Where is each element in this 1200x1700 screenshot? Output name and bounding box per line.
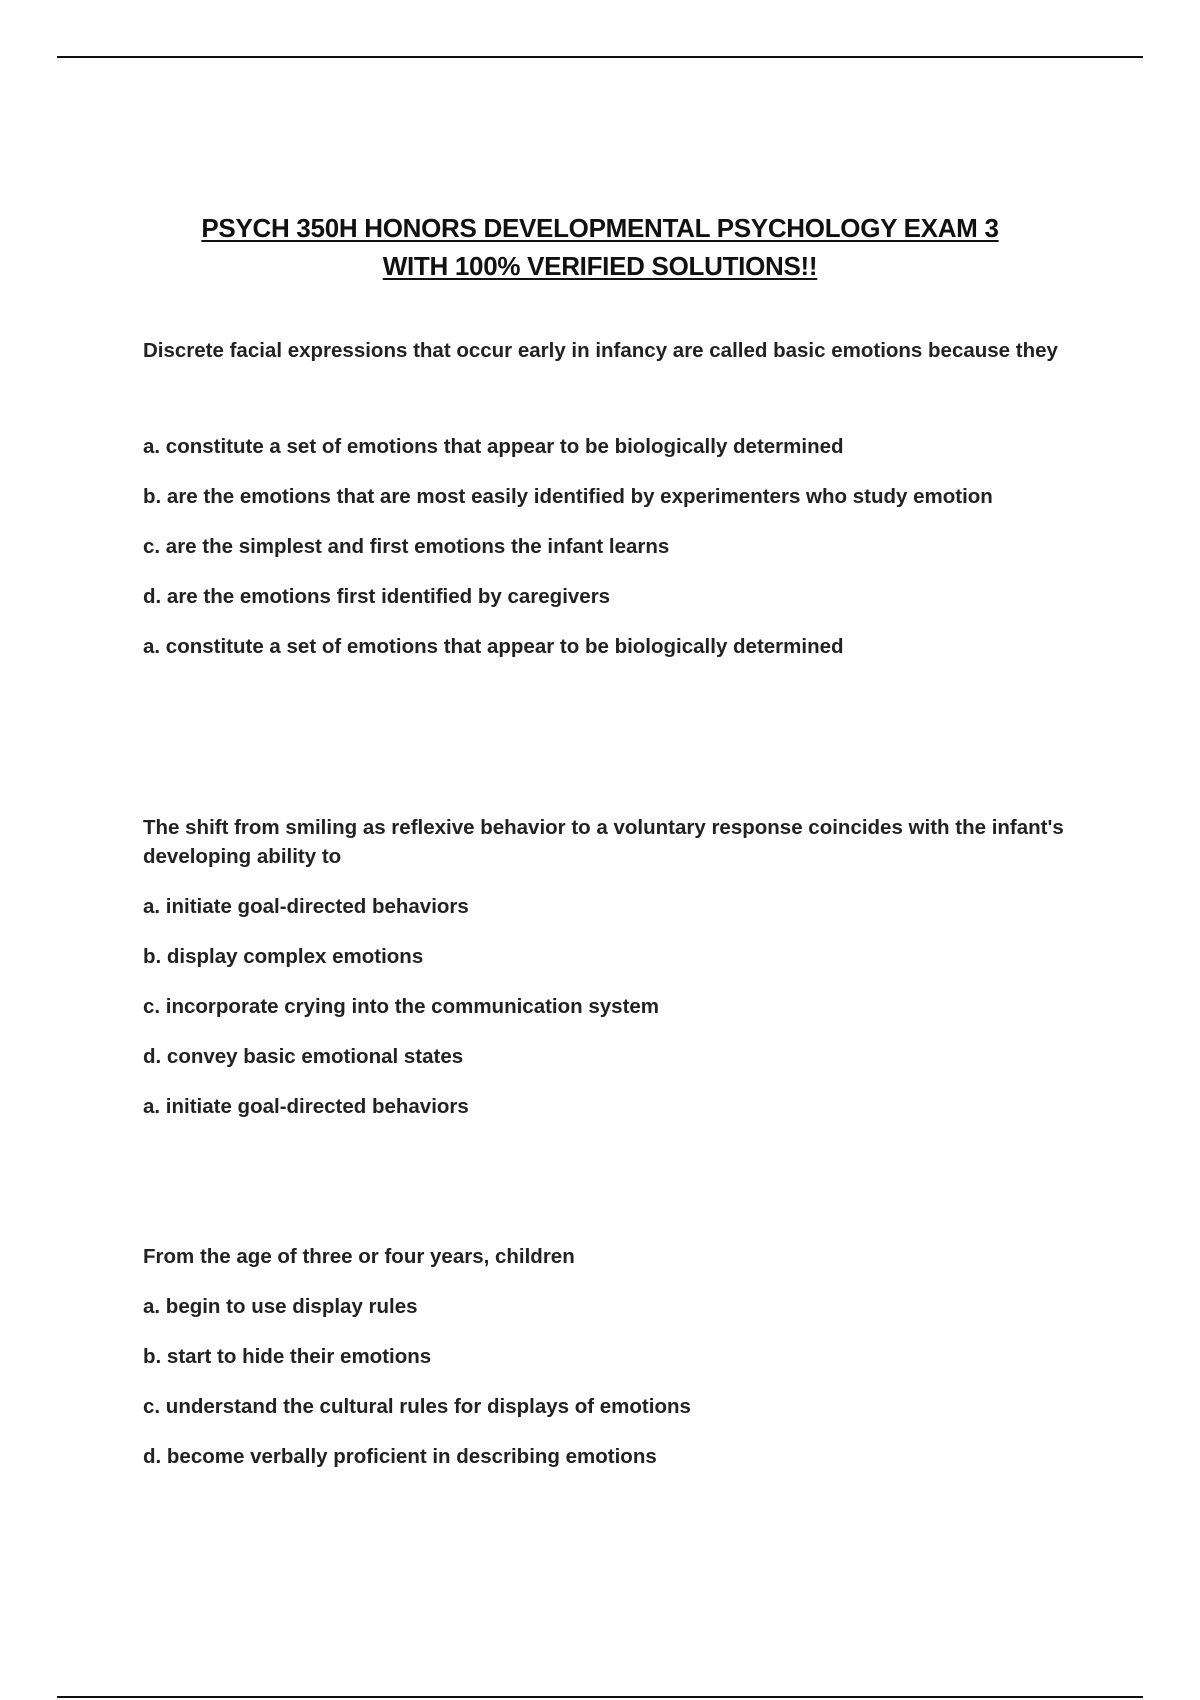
option-b: b. display complex emotions [143,945,424,968]
option-a: a. begin to use display rules [143,1295,418,1318]
option-d: d. convey basic emotional states [143,1045,464,1068]
option-list [143,432,1083,661]
option-d: d. are the emotions first identified by caregivers [143,585,611,608]
document-title [150,209,1050,285]
option-b: b. start to hide their emotions [143,1345,432,1368]
title-line-1: PSYCH 350H HONORS DEVELOPMENTAL PSYCHOLOGY EXAM 3 [201,213,999,244]
question-2 [143,813,1083,1142]
option-a: a. constitute a set of emotions that appear to be biologically determined [143,435,844,458]
question-3 [143,1242,1083,1492]
answer: a. constitute a set of emotions that appear to be biologically determined [143,635,844,658]
option-c: c. are the simplest and first emotions the infant learns [143,535,670,558]
bottom-rule [57,1696,1143,1698]
question-stem: From the age of three or four years, children [143,1245,575,1268]
option-c: c. understand the cultural rules for displays of emotions [143,1395,691,1418]
top-rule [57,56,1143,58]
question-1 [143,336,1083,682]
option-c: c. incorporate crying into the communication system [143,995,660,1018]
option-a: a. initiate goal-directed behaviors [143,895,469,918]
question-stem: Discrete facial expressions that occur early in infancy are called basic emotions because they [143,339,1058,362]
option-d: d. become verbally proficient in describing emotions [143,1445,657,1468]
option-list [143,892,1083,1121]
option-b: b. are the emotions that are most easily identified by experimenters who study emotion [143,485,993,508]
option-list [143,1292,1083,1471]
question-stem: The shift from smiling as reflexive behavior to a voluntary response coincides with the infant's developing ability to [143,816,1064,868]
answer: a. initiate goal-directed behaviors [143,1095,469,1118]
title-line-2: WITH 100% VERIFIED SOLUTIONS!! [382,251,818,282]
